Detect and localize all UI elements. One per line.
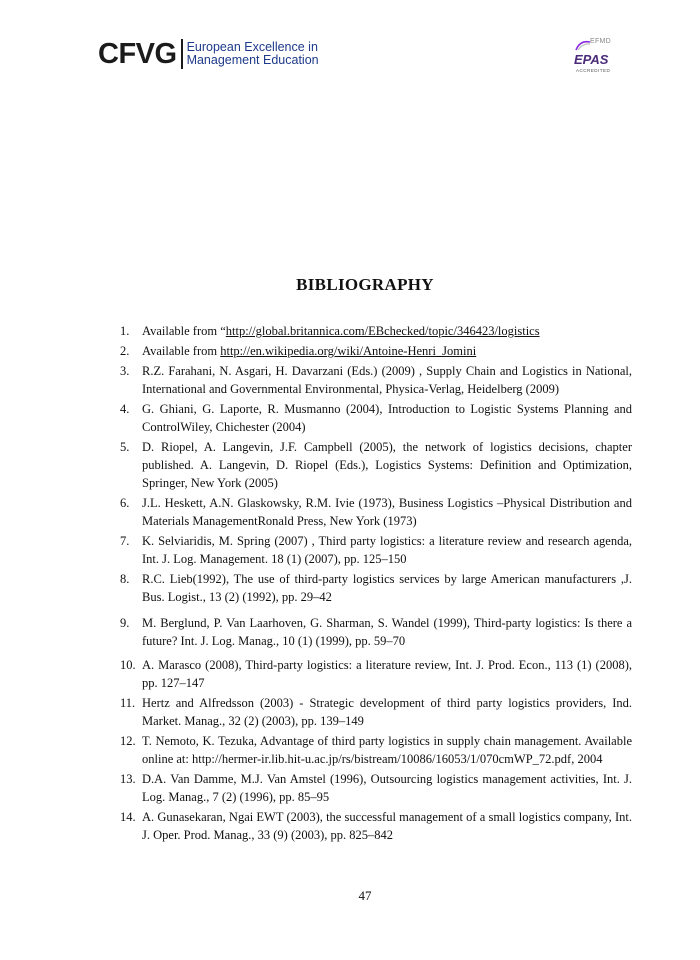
reference-number: 9. [120, 616, 130, 630]
reference-link[interactable]: http://en.wikipedia.org/wiki/Antoine-Henri_Jomini [220, 344, 477, 358]
reference-number: 11. [120, 696, 136, 710]
reference-text: K. Selviaridis, M. Spring (2007) , Third party logistics: a literature review and research agenda, Int. J. Log. Management. 18 (1) (2007), pp. 125–150 [142, 534, 632, 566]
reference-text: D.A. Van Damme, M.J. Van Amstel (1996), Outsourcing logistics management activities, Int. J. Log. Manag., 7 (2) (1996), pp. 85–95 [142, 772, 632, 804]
bibliography-list [120, 322, 632, 846]
reference-number: 7. [120, 534, 130, 548]
reference-item [120, 808, 632, 844]
cfvg-tagline-line1: European Excellence in [186, 40, 318, 54]
reference-text: T. Nemoto, K. Tezuka, Advantage of third party logistics in supply chain management. Available online at: http://hermer-ir.lib.hit-u.ac.jp/rs/bistream/10086/16053/1/070cmWP_72.pdf, 2004 [142, 734, 632, 766]
reference-item [120, 438, 632, 492]
accredited-label: ACCREDITED [576, 68, 611, 73]
reference-number: 10. [120, 658, 136, 672]
epas-wordmark: EPAS [574, 52, 609, 67]
reference-prefix: Available from [142, 344, 221, 358]
reference-item [120, 532, 632, 568]
cfvg-tagline [187, 41, 319, 67]
reference-number: 3. [120, 364, 130, 378]
reference-number: 12. [120, 734, 136, 748]
reference-number: 6. [120, 496, 130, 510]
cfvg-tagline-line2: Management Education [186, 53, 319, 67]
reference-number: 14. [120, 810, 136, 824]
reference-number: 13. [120, 772, 136, 786]
cfvg-wordmark: CFVG [98, 37, 177, 70]
reference-item [120, 732, 632, 768]
reference-text: J.L. Heskett, A.N. Glaskowsky, R.M. Ivie (1973), Business Logistics –Physical Distribution and Materials ManagementRonald Press, New York (1973) [142, 496, 632, 528]
epas-logo [568, 38, 630, 78]
reference-number: 2. [120, 344, 130, 358]
reference-text: R.C. Lieb(1992), The use of third-party logistics services by large American manufacturers ,J. Bus. Logist., 13 (2) (1992), pp. 29–42 [142, 572, 632, 604]
reference-number: 1. [120, 324, 130, 338]
reference-text: A. Gunasekaran, Ngai EWT (2003), the successful management of a small logistics company, Int. J. Oper. Prod. Manag., 33 (9) (2003), pp. 825–842 [142, 810, 632, 842]
reference-item [120, 322, 632, 340]
reference-item [120, 342, 632, 360]
reference-text: A. Marasco (2008), Third-party logistics: a literature review, Int. J. Prod. Econ., 113 (1) (2008), pp. 127–147 [142, 658, 632, 690]
reference-item [120, 770, 632, 806]
reference-text: G. Ghiani, G. Laporte, R. Musmanno (2004), Introduction to Logistic Systems Planning and ControlWiley, Chichester (2004) [142, 402, 632, 434]
logo-divider [181, 39, 183, 69]
reference-item [120, 656, 632, 692]
reference-number: 8. [120, 572, 130, 586]
reference-item [120, 694, 632, 730]
reference-text: D. Riopel, A. Langevin, J.F. Campbell (2005), the network of logistics decisions, chapter published. A. Langevin, D. Riopel (Eds.), Logistics Systems: Definition and Optimization, Springer, New York (2005) [142, 440, 632, 490]
cfvg-logo [98, 36, 319, 72]
reference-item [120, 614, 632, 650]
reference-link[interactable]: http://global.britannica.com/EBchecked/topic/346423/logistics [225, 324, 540, 338]
reference-item [120, 400, 632, 436]
page-title: BIBLIOGRAPHY [296, 275, 434, 294]
reference-text: M. Berglund, P. Van Laarhoven, G. Sharman, S. Wandel (1999), Third-party logistics: Is there a future? Int. J. Log. Manag., 10 (1) (1999), pp. 59–70 [142, 616, 632, 648]
reference-text: Hertz and Alfredsson (2003) - Strategic development of third party logistics providers, Ind. Market. Manag., 32 (2) (2003), pp. 139–149 [142, 696, 632, 728]
reference-item [120, 362, 632, 398]
reference-number: 4. [120, 402, 130, 416]
efmd-label: EFMD [590, 38, 612, 45]
reference-item [120, 494, 632, 530]
reference-number: 5. [120, 440, 130, 454]
page-number: 47 [358, 888, 372, 903]
reference-text: R.Z. Farahani, N. Asgari, H. Davarzani (Eds.) (2009) , Supply Chain and Logistics in National, International and Governmental Environmental, Physica-Verlag, Heidelberg (2009) [142, 364, 632, 396]
reference-item [120, 570, 632, 606]
reference-prefix: Available from “ [142, 324, 226, 338]
